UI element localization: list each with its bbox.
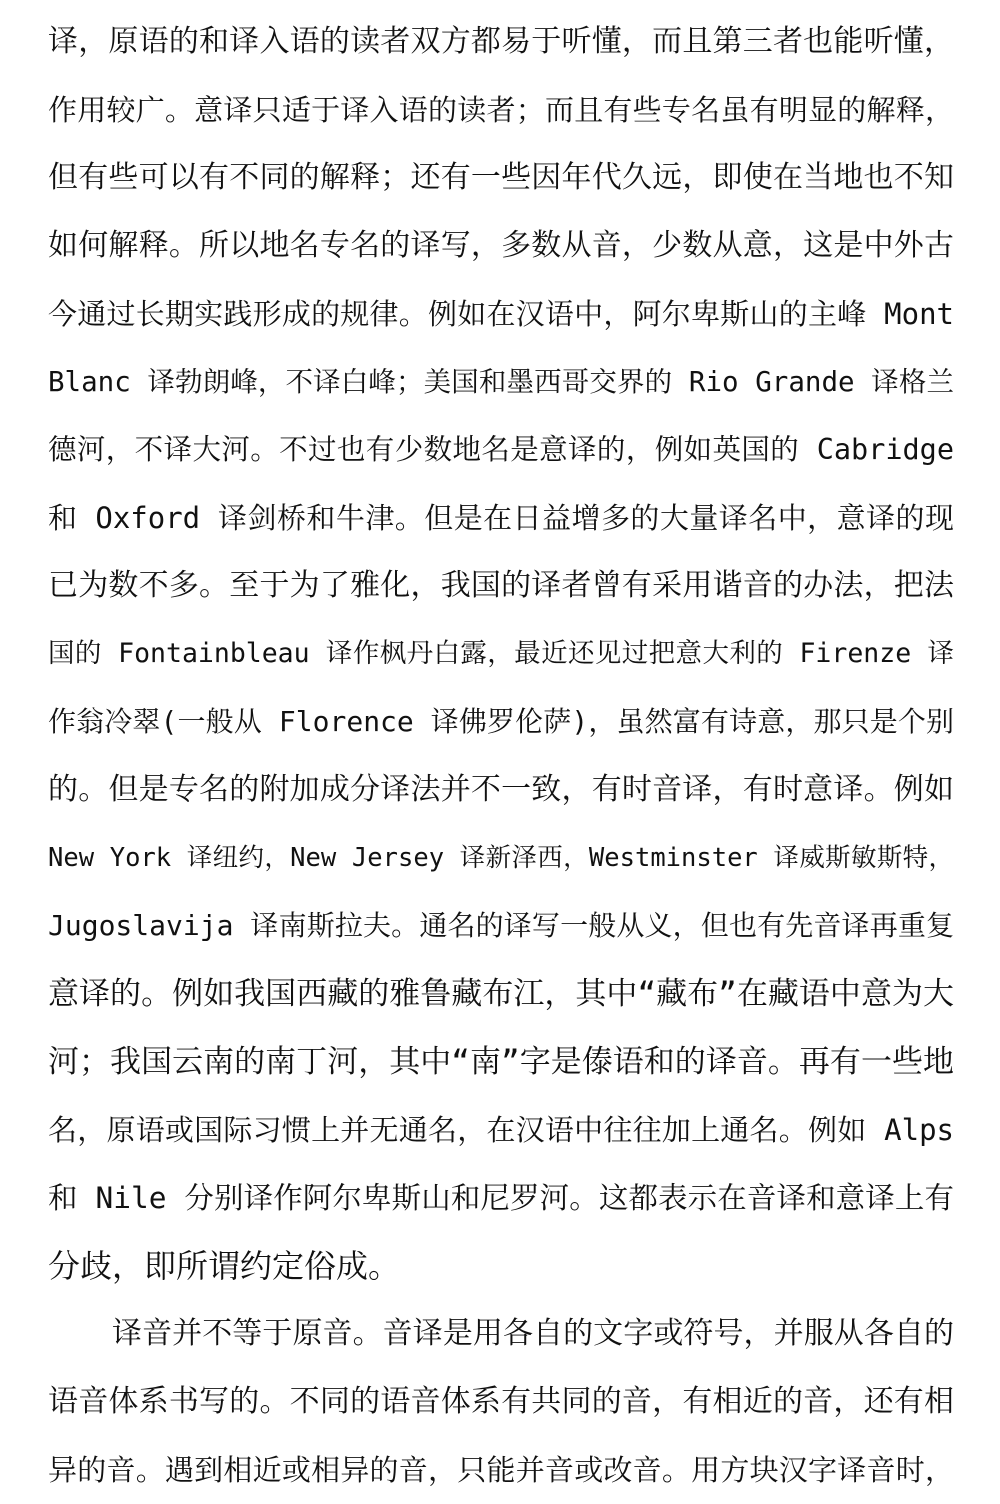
text-line: Jugoslavija 译南斯拉夫。通名的译写一般从义，但也有先音译再重复 [48,909,954,942]
text-line: 国的 Fontainbleau 译作枫丹白露，最近还见过把意大利的 Firenze 译 [48,638,954,669]
text-line: 意译的。例如我国西藏的雅鲁藏布江，其中“藏布”在藏语中意为大 [48,976,954,1012]
document-page [48,8,954,1504]
text-line: 异的音。遇到相近或相异的音，只能并音或改音。用方块汉字译音时， [48,1453,954,1487]
text-line: 译，原语的和译入语的读者双方都易于听懂，而且第三者也能听懂， [48,24,954,59]
paragraph-2 [48,1300,954,1504]
text-line: 德河，不译大河。不过也有少数地名是意译的，例如英国的 Cabridge [48,433,954,466]
text-line: 如何解释。所以地名专名的译写，多数从音，少数从意，这是中外古 [48,228,954,263]
paragraph-1 [48,8,954,1300]
text-line: 和 Nile 分别译作阿尔卑斯山和尼罗河。这都表示在音译和意译上有 [48,1181,954,1215]
text-line: 名，原语或国际习惯上并无通名，在汉语中往往加上通名。例如 Alps [48,1113,954,1147]
text-line: 已为数不多。至于为了雅化，我国的译者曾有采用谐音的办法，把法 [48,568,954,603]
text-line: 今通过长期实践形成的规律。例如在汉语中，阿尔卑斯山的主峰 Mont [48,297,954,331]
text-line: 但有些可以有不同的解释；还有一些因年代久远，即使在当地也不知 [48,160,954,195]
text-line: New York 译纽约，New Jersey 译新泽西，Westminster 译威斯敏斯特， [48,843,954,873]
text-line: 语音体系书写的。不同的语音体系有共同的音，有相近的音，还有相 [48,1384,954,1419]
text-line: 河；我国云南的南丁河，其中“南”字是傣语和的译音。再有一些地 [48,1044,954,1080]
text-line: 作翁冷翠(一般从 Florence 译佛罗伦萨)，虽然富有诗意，那只是个别 [48,705,954,738]
text-line: Blanc 译勃朗峰，不译白峰；美国和墨西哥交界的 Rio Grande 译格兰 [48,366,954,398]
text-line: 和 Oxford 译剑桥和牛津。但是在日益增多的大量译名中，意译的现 [48,501,954,535]
text-line: 的。但是专名的附加成分译法并不一致，有时音译，有时意译。例如 [48,772,954,807]
text-line: 作用较广。意译只适于译入语的读者；而且有些专名虽有明显的解释， [48,93,954,127]
text-line: 译音并不等于原音。音译是用各自的文字或符号，并服从各自的 [112,1316,954,1351]
text-line: 分歧，即所谓约定俗成。 [48,1247,401,1285]
